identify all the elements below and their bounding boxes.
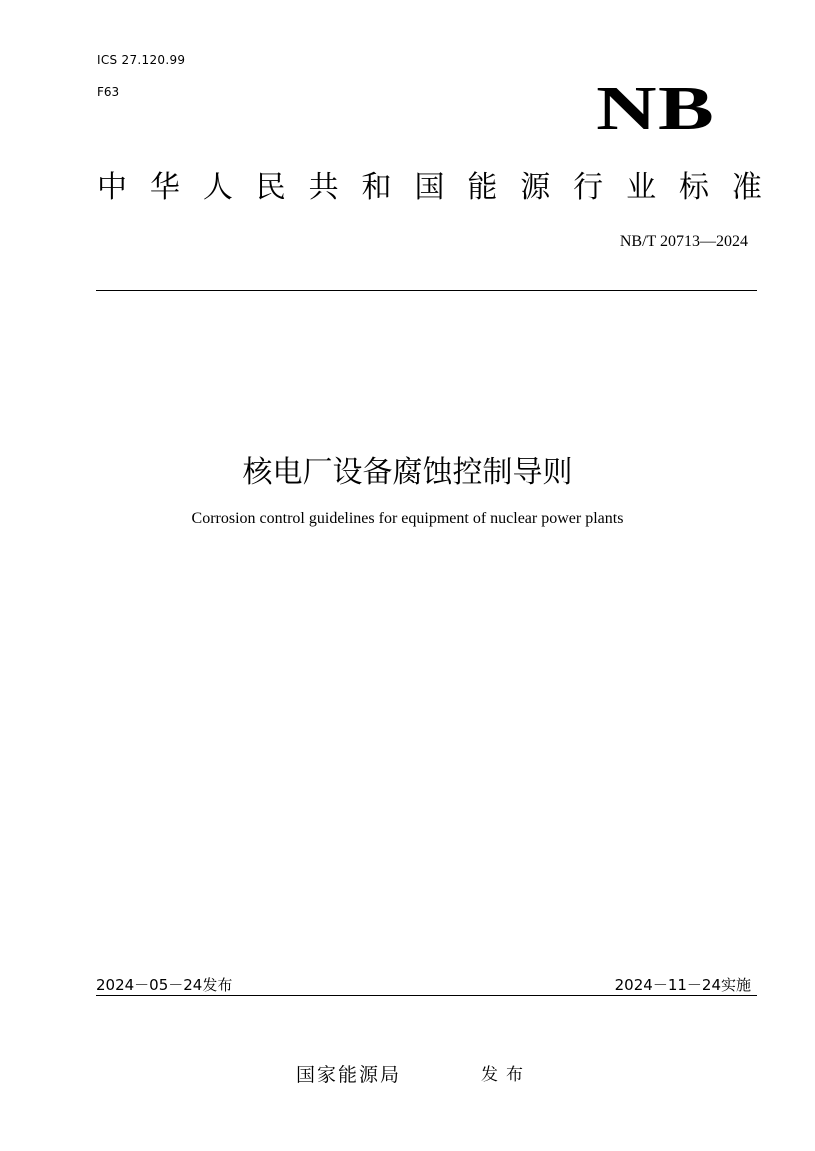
publish-label: 发布: [481, 1065, 531, 1085]
standard-type-char: 中: [97, 170, 127, 205]
standard-type-char: 准: [731, 170, 762, 205]
standard-type-char: 人: [202, 170, 233, 205]
standard-type-char: 标: [678, 170, 709, 205]
standard-type-char: 行: [573, 170, 604, 205]
footer-divider: [96, 995, 757, 996]
document-title-chinese: 核电厂设备腐蚀控制导则: [242, 455, 573, 490]
standard-type-char: 华: [149, 170, 180, 205]
effective-date: 2024－11－24实施: [614, 976, 751, 994]
standard-type-char: 能: [467, 170, 498, 205]
nb-logo: NB: [596, 75, 715, 143]
publish-date: 2024－05－24发布: [96, 976, 233, 994]
document-title-english: Corrosion control guidelines for equipment of nuclear power plants: [191, 510, 624, 527]
header-divider: [96, 290, 757, 291]
publisher-name: 国家能源局: [296, 1064, 402, 1086]
classification-code: F63: [97, 85, 120, 99]
standard-type-char: 源: [520, 170, 551, 205]
ics-code: ICS 27.120.99: [97, 53, 186, 67]
standard-type-heading: [97, 170, 762, 206]
standard-type-char: 民: [255, 170, 286, 205]
standard-number: NB/T 20713—2024: [619, 233, 748, 250]
standard-type-char: 业: [626, 170, 657, 205]
standard-type-char: 国: [414, 170, 445, 205]
standard-type-char: 共: [308, 170, 339, 205]
standard-type-char: 和: [361, 170, 392, 205]
